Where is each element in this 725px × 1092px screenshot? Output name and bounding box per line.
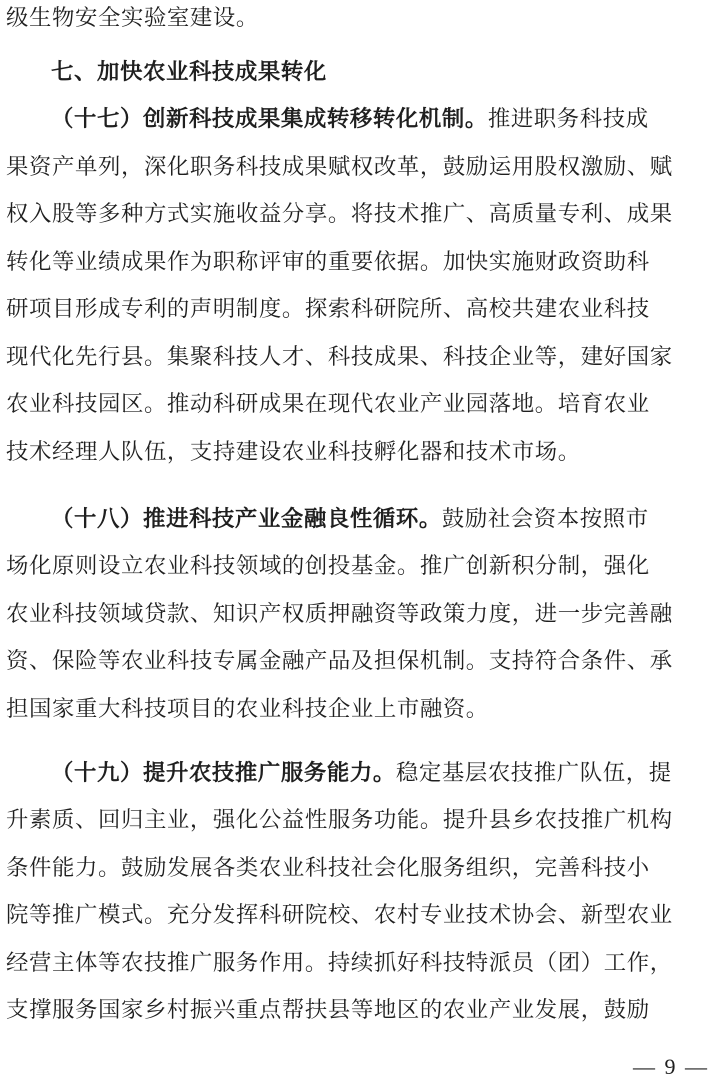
body-line: 经营主体等农技推广服务作用。持续抓好科技特派员（团）工作， [6, 950, 673, 976]
body-line: 担国家重大科技项目的农业科技企业上市融资。 [6, 696, 489, 722]
paragraph-text: 鼓励社会资本按照市 [441, 506, 649, 532]
body-line: 权入股等多种方式实施收益分享。将技术推广、高质量专利、成果 [6, 201, 673, 227]
paragraph-first-line [51, 499, 706, 539]
paragraph-first-line [51, 99, 706, 139]
body-line: 支撑服务国家乡村振兴重点帮扶县等地区的农业产业发展，鼓励 [6, 997, 650, 1023]
paragraph-lead: （十九）提升农技推广服务能力。 [51, 760, 396, 786]
body-line: 果资产单列，深化职务科技成果赋权改革，鼓励运用股权激励、赋 [6, 154, 673, 180]
section-heading: 七、加快农业科技成果转化 [51, 59, 327, 85]
body-line: 升素质、回归主业，强化公益性服务功能。提升县乡农技推广机构 [6, 807, 673, 833]
paragraph-text: 稳定基层农技推广队伍，提 [395, 760, 672, 786]
body-line: 农业科技领域贷款、知识产权质押融资等政策力度，进一步完善融 [6, 601, 673, 627]
body-line: 农业科技园区。推动科研成果在现代农业产业园落地。培育农业 [6, 391, 650, 417]
body-line: 研项目形成专利的声明制度。探索科研院所、高校共建农业科技 [6, 296, 650, 322]
body-line: 条件能力。鼓励发展各类农业科技社会化服务组织，完善科技小 [6, 855, 650, 881]
body-line: 资、保险等农业科技专属金融产品及担保机制。支持符合条件、承 [6, 648, 673, 674]
body-line: 级生物安全实验室建设。 [6, 5, 259, 31]
body-line: 场化原则设立农业科技领域的创投基金。推广创新积分制，强化 [6, 553, 650, 579]
paragraph-text: 推进职务科技成 [487, 106, 649, 132]
body-line: 现代化先行县。集聚科技人才、科技成果、科技企业等，建好国家 [6, 344, 673, 370]
body-line: 院等推广模式。充分发挥科研院校、农村专业技术协会、新型农业 [6, 902, 673, 928]
paragraph-lead: （十七）创新科技成果集成转移转化机制。 [51, 106, 488, 132]
paragraph-lead: （十八）推进科技产业金融良性循环。 [51, 506, 442, 532]
body-line: 技术经理人队伍，支持建设农业科技孵化器和技术市场。 [6, 439, 581, 465]
paragraph-first-line [51, 753, 706, 793]
page-number: — 9 — [633, 1054, 709, 1079]
body-line: 转化等业绩成果作为职称评审的重要依据。加快实施财政资助科 [6, 249, 650, 275]
